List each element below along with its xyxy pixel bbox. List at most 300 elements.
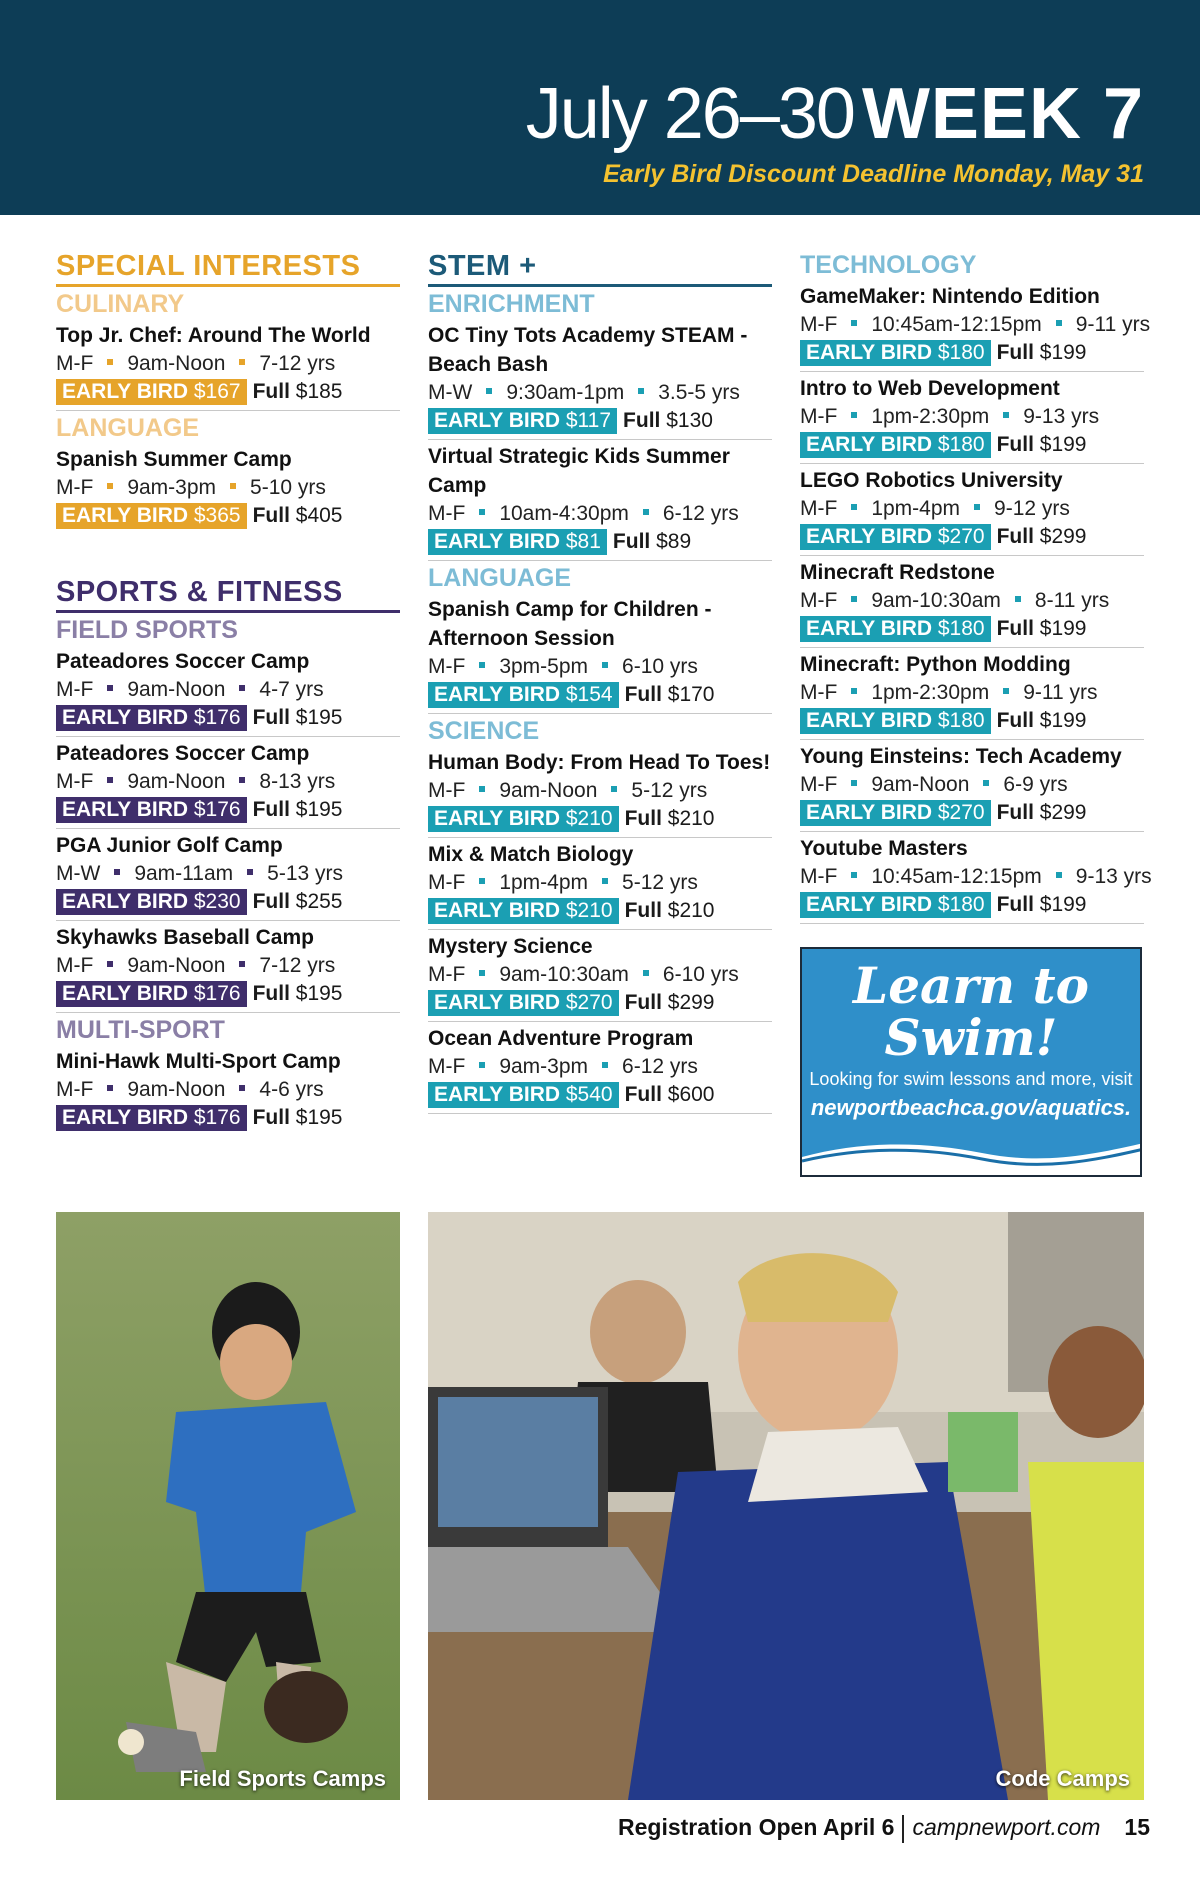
camp-ages: 6-10 yrs: [662, 963, 739, 986]
full-price-label: Full: [252, 890, 290, 913]
registration-date: Registration Open April 6: [618, 1814, 895, 1840]
early-bird-price: $81: [565, 530, 601, 553]
subheading-language: LANGUAGE: [56, 414, 200, 442]
early-bird-badge: [800, 892, 991, 918]
bullet-icon: [479, 970, 485, 976]
camp-listing: [800, 556, 1144, 648]
camp-days: M-F: [428, 779, 466, 802]
bullet-icon: [602, 878, 608, 884]
camp-listing: [428, 746, 772, 838]
camp-schedule: [800, 771, 1144, 799]
early-bird-label: EARLY BIRD: [62, 380, 189, 403]
camp-listing: [800, 464, 1144, 556]
camp-schedule: [56, 768, 400, 796]
camp-pricing: [800, 523, 1144, 551]
section-heading-special-interests: SPECIAL INTERESTS: [56, 250, 400, 287]
camp-ages: 6-9 yrs: [1003, 773, 1068, 796]
camp-ages: 6-10 yrs: [622, 655, 698, 678]
camp-pricing: [56, 796, 400, 824]
camp-days: M-F: [800, 681, 838, 704]
camp-title: Pateadores Soccer Camp: [56, 742, 310, 765]
camp-days: M-F: [800, 865, 838, 888]
camp-time: 9am-11am: [134, 862, 234, 885]
full-price-label: Full: [252, 706, 290, 729]
camp-listing: [800, 740, 1144, 832]
full-price-label: Full: [996, 525, 1034, 548]
camp-title: Human Body: From Head To Toes!: [428, 751, 771, 774]
camp-time: 9am-10:30am: [499, 963, 629, 986]
week-dates: July 26–30: [525, 74, 854, 154]
page-footer: [618, 1814, 1150, 1843]
camp-time: 9am-Noon: [127, 678, 226, 701]
camp-schedule: [800, 679, 1144, 707]
camp-ages: 5-12 yrs: [631, 779, 708, 802]
early-bird-badge: [428, 682, 619, 708]
camp-time: 10:45am-12:15pm: [871, 313, 1042, 336]
full-price-label: Full: [996, 617, 1034, 640]
bullet-icon: [1003, 412, 1009, 418]
full-price: $255: [295, 890, 343, 913]
camp-ages: 9-13 yrs: [1075, 865, 1152, 888]
bullet-icon: [107, 359, 113, 365]
early-bird-price: $180: [937, 617, 985, 640]
full-price: $299: [667, 991, 715, 1014]
camp-title: OC Tiny Tots Academy STEAM - Beach Bash: [428, 324, 748, 376]
full-price: $199: [1039, 433, 1087, 456]
camp-title: LEGO Robotics University: [800, 469, 1063, 492]
bullet-icon: [851, 320, 857, 326]
camp-time: 9am-Noon: [127, 954, 226, 977]
early-bird-price: $154: [565, 683, 613, 706]
culinary-list: [56, 319, 400, 411]
camp-title: Young Einsteins: Tech Academy: [800, 745, 1122, 768]
column-technology: [800, 250, 1152, 924]
camp-days: M-F: [428, 502, 466, 525]
early-bird-price: $270: [937, 801, 985, 824]
section-heading-stem: STEM +: [428, 250, 772, 287]
early-bird-badge: [800, 524, 991, 550]
camp-pricing: [428, 897, 772, 925]
camp-schedule: [428, 379, 772, 407]
camp-schedule: [428, 961, 772, 989]
camp-ages: 8-13 yrs: [259, 770, 336, 793]
swim-ad-link[interactable]: newportbeachca.gov/aquatics.: [810, 1095, 1132, 1120]
swim-ad-title-line2: Swim!: [884, 1008, 1058, 1067]
early-bird-badge: [56, 503, 247, 529]
full-price: $299: [1039, 801, 1087, 824]
camp-listing: [428, 593, 772, 714]
bullet-icon: [114, 869, 120, 875]
bullet-icon: [479, 509, 485, 515]
camp-schedule: [56, 1076, 400, 1104]
bullet-icon: [107, 483, 113, 489]
learn-to-swim-ad[interactable]: [800, 947, 1142, 1177]
camp-pricing: [56, 704, 400, 732]
full-price: $210: [667, 807, 715, 830]
camp-schedule: [428, 500, 772, 528]
camp-title: Intro to Web Development: [800, 377, 1060, 400]
week-number: WEEK 7: [861, 74, 1144, 154]
early-bird-badge: [428, 806, 619, 832]
early-bird-badge: [428, 1082, 619, 1108]
camp-pricing: [800, 891, 1144, 919]
camp-days: M-F: [56, 352, 94, 375]
camp-time: 9am-Noon: [127, 352, 226, 375]
full-price-label: Full: [624, 899, 662, 922]
bullet-icon: [1003, 688, 1009, 694]
camp-listing: [56, 921, 400, 1013]
code-camps-caption: Code Camps: [995, 1766, 1130, 1791]
camp-ages: 5-10 yrs: [250, 476, 326, 499]
camp-schedule: [56, 952, 400, 980]
early-bird-badge: [56, 379, 247, 405]
camp-schedule: [56, 474, 400, 502]
camp-title: Minecraft: Python Modding: [800, 653, 1071, 676]
camp-schedule: [56, 350, 400, 378]
camp-pricing: [428, 528, 772, 556]
bullet-icon: [643, 509, 649, 515]
field-sports-list: [56, 645, 400, 1013]
bullet-icon: [479, 786, 485, 792]
camp-pricing: [56, 980, 400, 1008]
camp-days: M-F: [800, 497, 838, 520]
full-price: $195: [295, 1106, 343, 1129]
camp-time: 10:45am-12:15pm: [871, 865, 1042, 888]
early-bird-label: EARLY BIRD: [434, 1083, 561, 1106]
wave-graphic: [802, 1135, 1142, 1175]
early-bird-badge: [800, 800, 991, 826]
camp-pricing: [56, 888, 400, 916]
early-bird-price: $117: [565, 409, 612, 432]
camp-schedule: [800, 587, 1144, 615]
camp-days: M-F: [800, 313, 838, 336]
camp-schedule: [428, 777, 772, 805]
full-price-label: Full: [623, 409, 661, 432]
subheading-enrichment: ENRICHMENT: [428, 290, 595, 318]
early-bird-price: $210: [565, 807, 613, 830]
bullet-icon: [107, 685, 113, 691]
bullet-icon: [107, 1085, 113, 1091]
camp-listing: [56, 645, 400, 737]
early-bird-price: $176: [193, 982, 241, 1005]
full-price: $195: [295, 706, 343, 729]
camp-days: M-F: [56, 1078, 94, 1101]
early-bird-badge: [428, 990, 619, 1016]
early-bird-price: $180: [937, 709, 985, 732]
bullet-icon: [851, 780, 857, 786]
column-sports-fitness: [56, 576, 400, 1136]
full-price: $130: [666, 409, 713, 432]
early-bird-badge: [428, 529, 607, 555]
early-bird-label: EARLY BIRD: [434, 899, 561, 922]
camp-listing: [800, 832, 1152, 924]
camp-time: 1pm-2:30pm: [871, 405, 990, 428]
early-bird-badge: [56, 705, 247, 731]
bullet-icon: [983, 780, 989, 786]
full-price: $210: [667, 899, 715, 922]
full-price-label: Full: [996, 709, 1034, 732]
early-bird-price: $270: [937, 525, 985, 548]
early-bird-label: EARLY BIRD: [62, 982, 189, 1005]
column-special-sports: [56, 250, 400, 534]
field-sports-caption: Field Sports Camps: [179, 1766, 386, 1791]
camp-listing: [56, 829, 400, 921]
science-list: [428, 746, 772, 1114]
early-bird-price: $180: [937, 433, 985, 456]
bullet-icon: [230, 483, 236, 489]
camp-days: M-F: [56, 476, 94, 499]
swim-ad-text: Looking for swim lessons and more, visit: [809, 1069, 1133, 1089]
camp-pricing: [428, 989, 772, 1017]
camp-listing: [428, 838, 772, 930]
camp-time: 9am-Noon: [127, 1078, 226, 1101]
language-list: [56, 443, 400, 534]
camp-schedule: [800, 863, 1152, 891]
full-price-label: Full: [996, 801, 1034, 824]
camp-ages: 9-13 yrs: [1023, 405, 1100, 428]
website-link[interactable]: campnewport.com: [912, 1814, 1101, 1840]
camp-schedule: [428, 653, 772, 681]
swim-ad-title-line1: Learn to: [853, 956, 1089, 1015]
camp-days: M-F: [56, 678, 94, 701]
bullet-icon: [479, 1062, 485, 1068]
camp-listing: [428, 319, 772, 440]
bullet-icon: [851, 688, 857, 694]
full-price-label: Full: [612, 530, 651, 553]
camp-ages: 6-12 yrs: [622, 1055, 698, 1078]
camp-title: Top Jr. Chef: Around The World: [56, 324, 371, 347]
early-bird-badge: [800, 708, 991, 734]
camp-listing: [800, 280, 1151, 372]
camp-listing: [800, 648, 1144, 740]
subheading-science: SCIENCE: [428, 717, 540, 745]
camp-time: 9:30am-1pm: [506, 381, 625, 404]
early-bird-badge: [800, 340, 991, 366]
bullet-icon: [486, 388, 492, 394]
full-price: $199: [1039, 709, 1087, 732]
early-bird-badge: [56, 1105, 247, 1131]
camp-time: 9am-Noon: [499, 779, 598, 802]
bullet-icon: [851, 872, 857, 878]
camp-title: Ocean Adventure Program: [428, 1027, 694, 1050]
full-price-label: Full: [252, 1106, 290, 1129]
camp-title: Mix & Match Biology: [428, 843, 634, 866]
camp-time: 9am-Noon: [871, 773, 970, 796]
subheading-culinary: CULINARY: [56, 290, 185, 318]
camp-ages: 4-7 yrs: [259, 678, 324, 701]
early-bird-price: $176: [193, 1106, 241, 1129]
full-price-label: Full: [252, 380, 290, 403]
early-bird-label: EARLY BIRD: [806, 801, 933, 824]
camp-days: M-F: [800, 773, 838, 796]
camp-time: 1pm-4pm: [871, 497, 961, 520]
early-bird-label: EARLY BIRD: [806, 617, 933, 640]
camp-listing: [56, 1045, 400, 1136]
camp-time: 9am-3pm: [127, 476, 217, 499]
camp-pricing: [800, 799, 1144, 827]
early-bird-label: EARLY BIRD: [434, 683, 561, 706]
camp-time: 1pm-4pm: [499, 871, 589, 894]
camp-days: M-F: [56, 770, 94, 793]
camp-pricing: [428, 407, 772, 435]
camp-schedule: [800, 311, 1151, 339]
full-price-label: Full: [624, 1083, 662, 1106]
early-bird-badge: [56, 797, 247, 823]
early-bird-label: EARLY BIRD: [62, 798, 189, 821]
camp-days: M-F: [800, 405, 838, 428]
camp-title: Skyhawks Baseball Camp: [56, 926, 314, 949]
camp-title: GameMaker: Nintendo Edition: [800, 285, 1100, 308]
early-bird-price: $167: [193, 380, 241, 403]
camp-time: 10am-4:30pm: [499, 502, 629, 525]
page-number: 15: [1124, 1814, 1150, 1840]
bullet-icon: [247, 869, 253, 875]
camp-days: M-W: [428, 381, 473, 404]
header-banner: [0, 0, 1200, 215]
camp-listing: [428, 930, 772, 1022]
camp-pricing: [428, 1081, 772, 1109]
early-bird-badge: [800, 616, 991, 642]
camp-ages: 8-11 yrs: [1034, 589, 1110, 612]
stem-language-list: [428, 593, 772, 714]
full-price-label: Full: [252, 504, 290, 527]
camp-ages: 7-12 yrs: [259, 352, 336, 375]
camp-pricing: [800, 615, 1144, 643]
early-bird-price: $176: [193, 706, 241, 729]
subheading-field-sports: FIELD SPORTS: [56, 616, 238, 644]
early-bird-deadline: Early Bird Discount Deadline Monday, May 31: [603, 160, 1144, 188]
full-price: $405: [295, 504, 343, 527]
full-price: $195: [295, 798, 343, 821]
early-bird-label: EARLY BIRD: [806, 341, 933, 364]
full-price-label: Full: [996, 893, 1034, 916]
multi-sport-list: [56, 1045, 400, 1136]
early-bird-badge: [428, 898, 619, 924]
early-bird-badge: [56, 889, 247, 915]
camp-pricing: [800, 339, 1144, 367]
camp-pricing: [428, 805, 772, 833]
field-sports-image: [56, 1212, 400, 1800]
bullet-icon: [611, 786, 617, 792]
technology-list: [800, 280, 1152, 924]
camp-ages: 6-12 yrs: [662, 502, 739, 525]
camp-title: Spanish Camp for Children - Afternoon Session: [428, 598, 712, 650]
camp-ages: 7-12 yrs: [259, 954, 336, 977]
early-bird-badge: [800, 432, 991, 458]
code-camps-photo: [428, 1212, 1144, 1800]
bullet-icon: [239, 777, 245, 783]
camp-title: Spanish Summer Camp: [56, 448, 292, 471]
early-bird-label: EARLY BIRD: [62, 890, 189, 913]
bullet-icon: [239, 1085, 245, 1091]
full-price-label: Full: [624, 683, 662, 706]
early-bird-label: EARLY BIRD: [806, 893, 933, 916]
bullet-icon: [479, 878, 485, 884]
subheading-language-stem: LANGUAGE: [428, 564, 572, 592]
bullet-icon: [107, 961, 113, 967]
early-bird-badge: [56, 981, 247, 1007]
early-bird-label: EARLY BIRD: [62, 706, 189, 729]
early-bird-label: EARLY BIRD: [434, 530, 561, 553]
camp-schedule: [428, 1053, 772, 1081]
early-bird-price: $180: [937, 341, 985, 364]
camp-time: 9am-10:30am: [871, 589, 1001, 612]
camp-days: M-F: [428, 871, 466, 894]
early-bird-badge: [428, 408, 617, 434]
camp-pricing: [56, 378, 400, 406]
camp-title: Mini-Hawk Multi-Sport Camp: [56, 1050, 341, 1073]
code-camps-image: [428, 1212, 1144, 1800]
camp-pricing: [428, 681, 772, 709]
camp-title: PGA Junior Golf Camp: [56, 834, 283, 857]
early-bird-label: EARLY BIRD: [434, 991, 561, 1014]
camp-listing: [428, 440, 772, 561]
camp-listing: [56, 443, 400, 534]
full-price: $600: [667, 1083, 715, 1106]
early-bird-label: EARLY BIRD: [62, 1106, 189, 1129]
bullet-icon: [851, 412, 857, 418]
field-sports-photo: [56, 1212, 400, 1800]
camp-ages: 9-11 yrs: [1023, 681, 1098, 704]
camp-listing: [800, 372, 1144, 464]
camp-time: 9am-Noon: [127, 770, 226, 793]
camp-time: 3pm-5pm: [499, 655, 589, 678]
bullet-icon: [643, 970, 649, 976]
camp-time: 1pm-2:30pm: [871, 681, 990, 704]
camp-title: Minecraft Redstone: [800, 561, 995, 584]
early-bird-label: EARLY BIRD: [62, 504, 189, 527]
camp-title: Virtual Strategic Kids Summer Camp: [428, 445, 730, 497]
bullet-icon: [239, 359, 245, 365]
early-bird-price: $180: [937, 893, 985, 916]
full-price-label: Full: [624, 991, 662, 1014]
camp-ages: 5-13 yrs: [267, 862, 343, 885]
camp-title: Youtube Masters: [800, 837, 968, 860]
camp-listing: [56, 319, 400, 411]
early-bird-label: EARLY BIRD: [434, 409, 561, 432]
camp-ages: 9-12 yrs: [994, 497, 1070, 520]
week-title: [525, 74, 1144, 154]
bullet-icon: [638, 388, 644, 394]
full-price-label: Full: [252, 798, 290, 821]
early-bird-label: EARLY BIRD: [434, 807, 561, 830]
camp-pricing: [800, 707, 1144, 735]
bullet-icon: [479, 662, 485, 668]
camp-time: 9am-3pm: [499, 1055, 589, 1078]
early-bird-price: $210: [565, 899, 613, 922]
subheading-technology: TECHNOLOGY: [800, 251, 977, 279]
camp-schedule: [56, 860, 400, 888]
early-bird-label: EARLY BIRD: [806, 709, 933, 732]
full-price: $299: [1039, 525, 1087, 548]
bullet-icon: [851, 504, 857, 510]
full-price: $195: [295, 982, 343, 1005]
bullet-icon: [107, 777, 113, 783]
subheading-multi-sport: MULTI-SPORT: [56, 1016, 225, 1044]
camp-schedule: [800, 495, 1144, 523]
enrichment-list: [428, 319, 772, 561]
column-stem: [428, 250, 772, 1114]
bullet-icon: [239, 685, 245, 691]
camp-ages: 5-12 yrs: [622, 871, 698, 894]
camp-pricing: [56, 502, 400, 530]
full-price: $199: [1039, 341, 1087, 364]
camp-listing: [56, 737, 400, 829]
full-price-label: Full: [996, 433, 1034, 456]
camp-schedule: [56, 676, 400, 704]
camp-days: M-F: [428, 655, 466, 678]
camp-pricing: [800, 431, 1144, 459]
